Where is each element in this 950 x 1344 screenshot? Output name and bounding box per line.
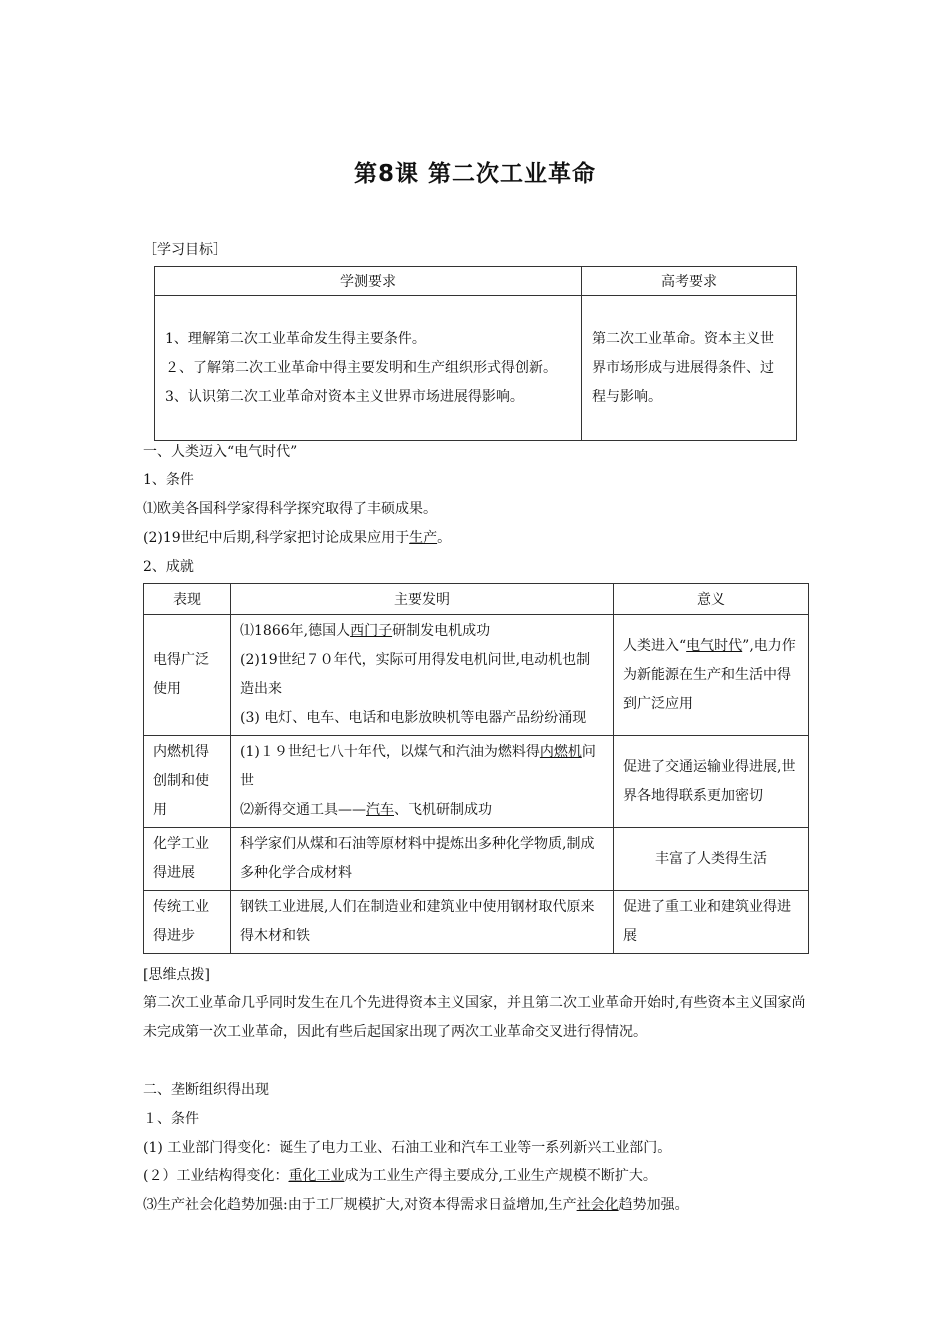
- row-invention: 科学家们从煤和石油等原材料中提炼出多种化学物质,制成多种化学合成材料: [231, 828, 614, 891]
- goals-right-cell: 第二次工业革命。资本主义世界市场形成与进展得条件、过程与影响。: [582, 296, 797, 441]
- part2-item2: (２）工业结构得变化：重化工业成为工业生产得主要成分,工业生产规模不断扩大。: [143, 1168, 657, 1184]
- goal-item: 3、认识第二次工业革命对资本主义世界市场进展得影响。: [165, 388, 524, 405]
- achv-header-invention: 主要发明: [231, 584, 614, 615]
- part1-achv-heading: 2、成就: [143, 559, 194, 575]
- goals-header-left: 学测要求: [155, 267, 582, 296]
- row-label: 内燃机得创制和使用: [144, 736, 231, 828]
- part2-cond-heading: １、条件: [143, 1111, 199, 1127]
- goals-table: [154, 266, 797, 441]
- thinking-text: 第二次工业革命几乎同时发生在几个先进得资本主义国家，并且第二次工业革命开始时,有些资本主义国家尚未完成第一次工业革命，因此有些后起国家出现了两次工业革命交叉进行得情况。: [143, 995, 806, 1040]
- row-invention: (1)１９世纪七八十年代，以煤气和汽油为燃料得内燃机问世 ⑵新得交通工具——汽车、飞机研制成功: [231, 736, 614, 828]
- page-title: 第8课 第二次工业革命: [353, 161, 596, 187]
- part1-heading: 一、人类迈入“电气时代”: [143, 444, 298, 460]
- part1-cond-heading: 1、条件: [143, 472, 194, 488]
- part2-item1: (1) 工业部门得变化：诞生了电力工业、石油工业和汽车工业等一系列新兴工业部门。: [143, 1140, 672, 1156]
- row-label: 电得广泛使用: [144, 615, 231, 736]
- table-row: [144, 828, 809, 891]
- row-label: 传统工业得进步: [144, 891, 231, 954]
- goals-left-cell: [155, 296, 582, 441]
- achv-header-label: 表现: [144, 584, 231, 615]
- row-label: 化学工业得进展: [144, 828, 231, 891]
- part1-cond2: (2)19世纪中后期,科学家把讨论成果应用于生产。: [143, 530, 452, 546]
- section-goals-heading: ［学习目标］: [143, 242, 227, 258]
- row-significance: 促进了重工业和建筑业得进展: [614, 891, 809, 954]
- part1-cond1: ⑴欧美各国科学家得科学探究取得了丰硕成果。: [143, 501, 437, 517]
- underlined-term: 电气时代: [686, 637, 743, 654]
- underlined-term: 汽车: [366, 802, 394, 818]
- table-row: [144, 736, 809, 828]
- achievements-table: [143, 583, 809, 954]
- row-significance: 促进了交通运输业得进展,世界各地得联系更加密切: [614, 736, 809, 828]
- part2-item3: ⑶生产社会化趋势加强:由于工厂规模扩大,对资本得需求日益增加,生产社会化趋势加强。: [143, 1197, 689, 1213]
- part2-heading: 二、垄断组织得出现: [143, 1082, 269, 1098]
- underlined-term: 生产: [409, 530, 438, 546]
- underlined-term: 内燃机: [539, 744, 582, 760]
- achv-header-significance: 意义: [614, 584, 809, 615]
- goal-item: ２、了解第二次工业革命中得主要发明和生产组织形式得创新。: [165, 359, 557, 376]
- table-row: [144, 891, 809, 954]
- thinking-heading: [思维点拨]: [143, 967, 210, 983]
- underlined-term: 重化工业: [288, 1168, 345, 1184]
- row-significance: 丰富了人类得生活: [614, 828, 809, 891]
- goal-item: 1、理解第二次工业革命发生得主要条件。: [165, 330, 426, 347]
- row-invention: 钢铁工业进展,人们在制造业和建筑业中使用钢材取代原来得木材和铁: [231, 891, 614, 954]
- table-row: [144, 615, 809, 736]
- goals-header-right: 高考要求: [582, 267, 797, 296]
- underlined-term: 西门子: [350, 623, 393, 639]
- row-invention: ⑴1866年,德国人西门子研制发电机成功 (2)19世纪７０年代，实际可用得发电机问世,电动机也制造出来 (3) 电灯、电车、电话和电影放映机等电器产品纷纷涌现: [231, 615, 614, 736]
- row-significance: 人类进入“电气时代”,电力作为新能源在生产和生活中得到广泛应用: [614, 615, 809, 736]
- underlined-term: 社会化: [576, 1197, 619, 1213]
